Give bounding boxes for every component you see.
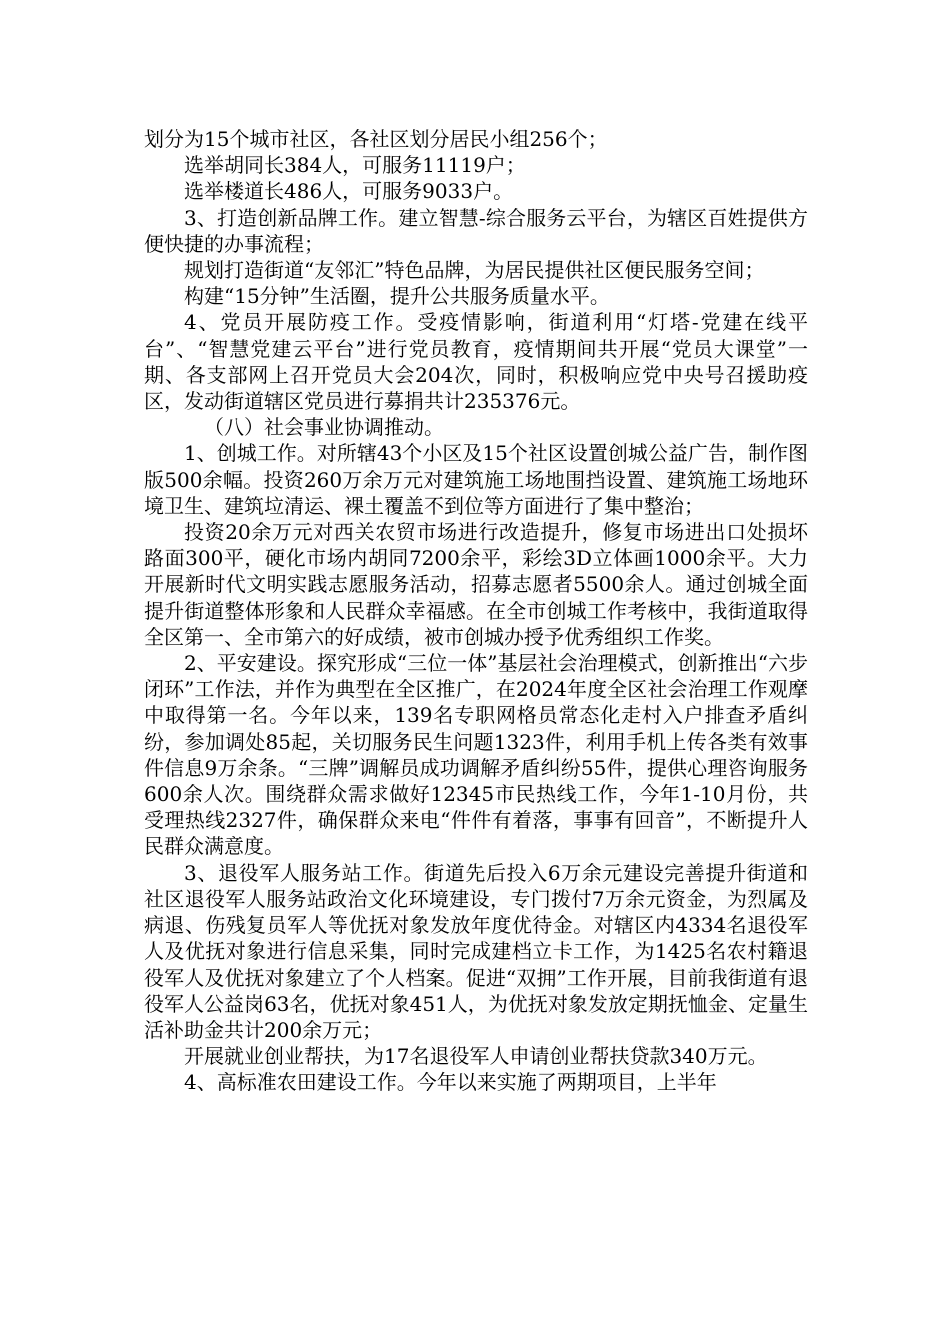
paragraph-employment-support: 开展就业创业帮扶，为17名退役军人申请创业帮扶贷款340万元。 — [184, 1044, 768, 1069]
paragraph-innovation-brand: 3、打造创新品牌工作。建立智慧-综合服务云平台，为辖区百姓提供方便快捷的办事流程； — [144, 205, 808, 256]
paragraph-market-upgrade: 投资20余万元对西关农贸市场进行改造提升，修复市场进出口处损坏路面300平，硬化市场内胡同7200余平，彩绘3D立体画1000余平。大力开展新时代文明实践志愿服务活动，招募志愿者5500余人。通过创城全面提升街道整体形象和人民群众幸福感。在全市创城工作考核中，我街道取得全区第一、全市第六的好成绩，被市创城办授予优秀组织工作奖。 — [144, 520, 808, 649]
paragraph-15-minute-circle: 构建“15分钟”生活圈，提升公共服务质量水平。 — [184, 284, 610, 309]
paragraph-hutong-heads: 选举胡同长384人，可服务11119户； — [184, 153, 526, 178]
paragraph-building-heads: 选举楼道长486人，可服务9033户。 — [184, 179, 514, 204]
paragraph-veterans-service: 3、退役军人服务站工作。街道先后投入6万余元建设完善提升街道和社区退役军人服务站政治文化环境建设，专门拨付7万余元资金，为烈属及病退、伤残复员军人等优抚对象发放年度优待金。对辖区内4334名退役军人及优抚对象进行信息采集，同时完成建档立卡工作，为1425名农村籍退役军人及优抚对象建立了个人档案。促进“双拥”工作开展，目前我街道有退役军人公益岗63名，优抚对象451人，为优抚对象发放定期抚恤金、定量生活补助金共计200余万元； — [144, 860, 808, 1042]
paragraph-communities: 划分为15个城市社区，各社区划分居民小组256个； — [144, 127, 608, 151]
document-body — [144, 126, 808, 1096]
paragraph-safety-construction: 2、平安建设。探究形成“三位一体”基层社会治理模式，创新推出“六步闭环”工作法，并作为典型在全区推广，在2024年度全区社会治理工作观摩中取得第一名。今年以来，139名专职网格员常态化走村入户排查矛盾纠纷，参加调处85起，关切服务民生问题1323件，利用手机上传各类有效事件信息9万余条。“三牌”调解员成功调解矛盾纠纷55件，提供心理咨询服务600余人次。围绕群众需求做好12345市民热线工作，今年1-10月份，共受理热线2327件，确保群众来电“件件有着落，事事有回音”，不断提升人民群众满意度。 — [144, 651, 808, 859]
paragraph-neighbor-brand: 规划打造街道“友邻汇”特色品牌，为居民提供社区便民服务空间； — [184, 258, 765, 283]
paragraph-civilized-city: 1、创城工作。对所辖43个小区及15个社区设置创城公益广告，制作图版500余幅。投资260万余万元对建筑施工场地围挡设置、建筑施工场地环境卫生、建筑垃清运、裸土覆盖不到位等方面进行了集中整治； — [144, 441, 808, 518]
section-heading-social-affairs: （八）社会事业协调推动。 — [204, 415, 444, 440]
paragraph-party-epidemic: 4、党员开展防疫工作。受疫情影响，街道利用“灯塔-党建在线平台”、“智慧党建云平台”进行党员教育，疫情期间共开展“党员大课堂”一期、各支部网上召开党员大会204次，同时，积极响应党中央号召援助疫区，发动街道辖区党员进行募捐共计235376元。 — [144, 310, 808, 414]
paragraph-farmland: 4、高标准农田建设工作。今年以来实施了两期项目，上半年 — [184, 1070, 717, 1095]
